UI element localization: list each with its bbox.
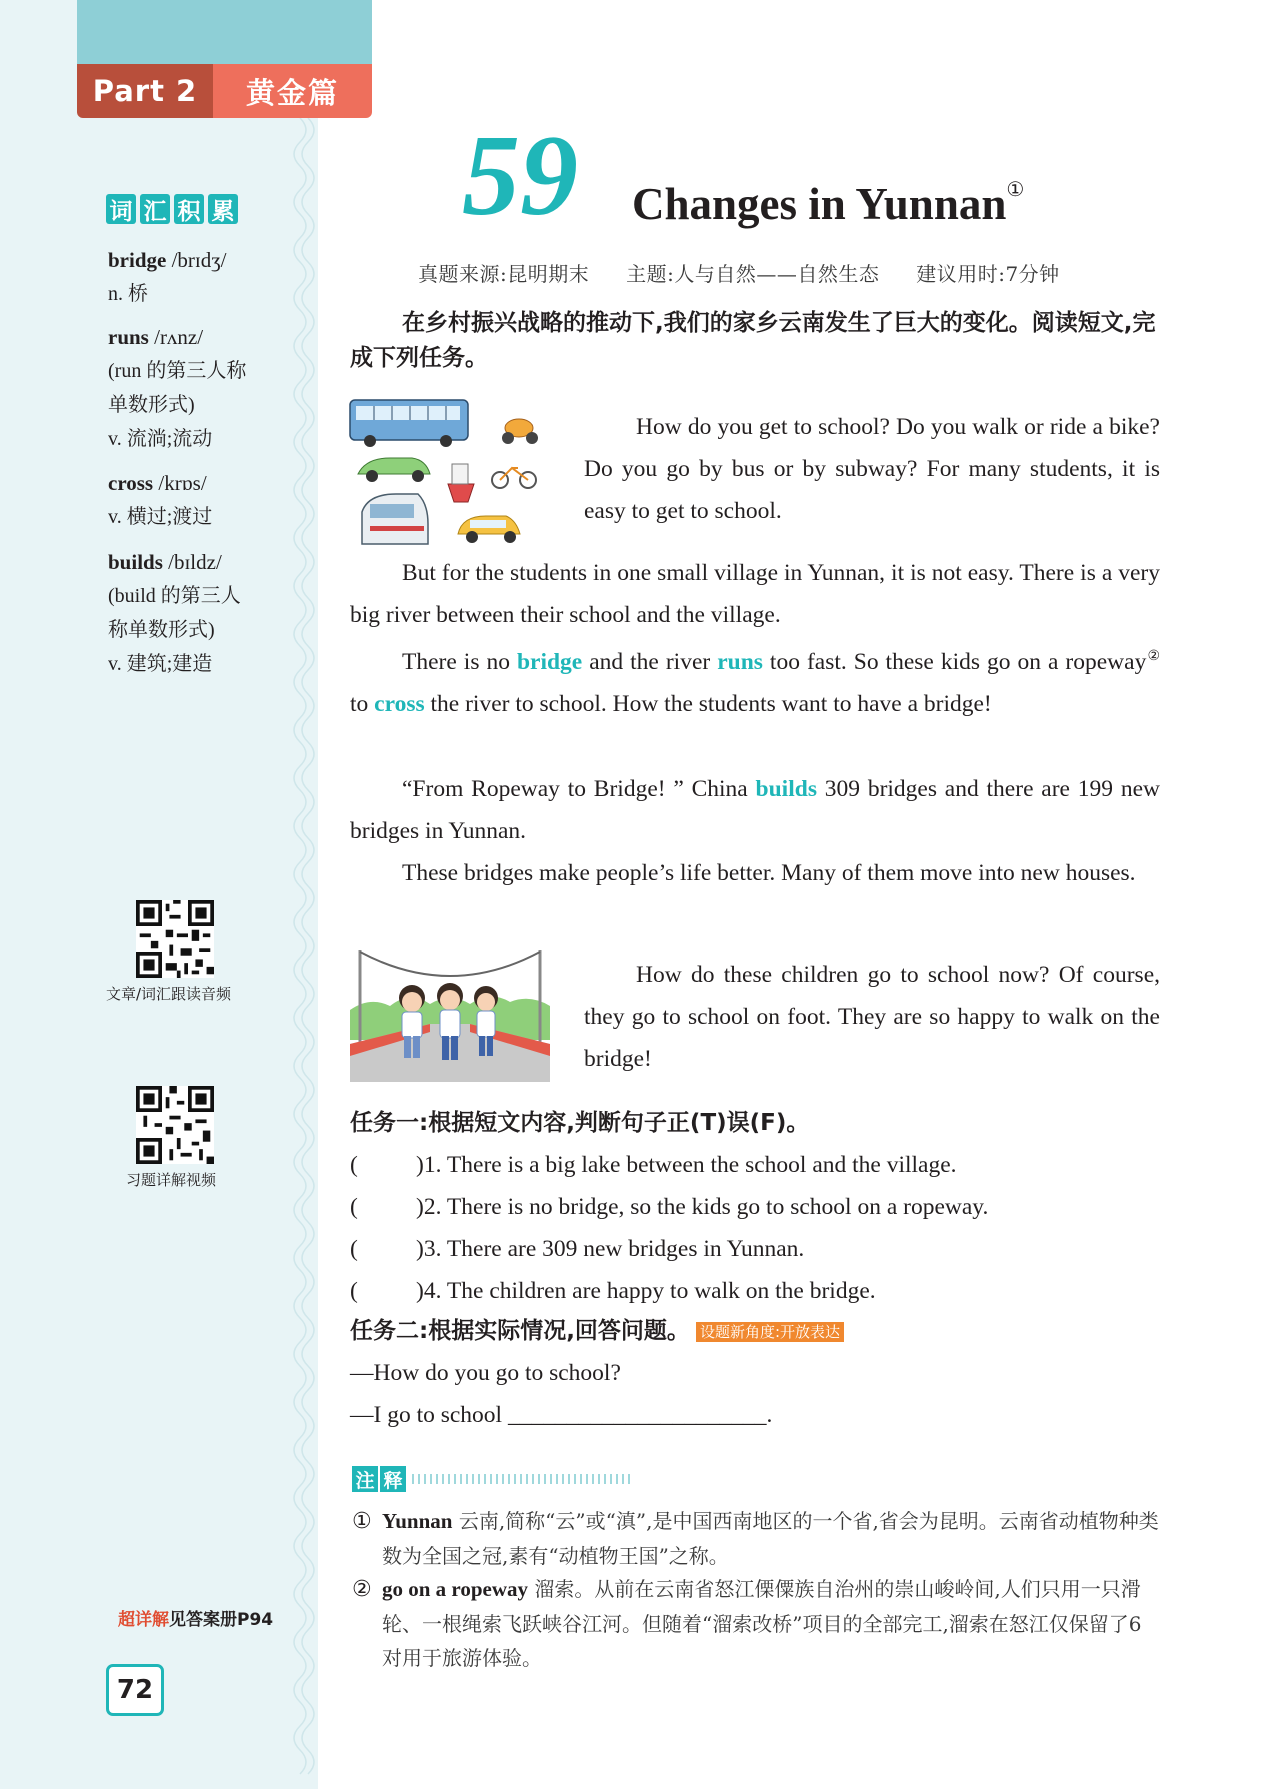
part-name: 黄金篇 (213, 64, 372, 118)
notes-heading-char: 注 (352, 1466, 378, 1492)
vocab-entry-bridge (108, 243, 308, 311)
note-1 (352, 1504, 1160, 1573)
passage-text: There is no (402, 648, 517, 675)
vocab-heading (106, 194, 238, 224)
page-number: 72 (106, 1664, 164, 1716)
task1-question-2 (350, 1190, 988, 1224)
passage-paragraph-3 (350, 636, 1160, 725)
vocab-ipa: /bɪldz/ (162, 550, 222, 574)
vocab-word: cross (108, 471, 154, 495)
paren-close: ) (416, 1278, 424, 1304)
answer-blank[interactable] (350, 1190, 416, 1224)
passage-text: and the river (582, 648, 718, 675)
passage-paragraph-2: But for the students in one small village in Yunnan, it is not easy. There is a very big river between their school and the village. (350, 560, 1160, 628)
vocab-meaning: (build 的第三人 (108, 585, 241, 607)
question-text: 2. There is no bridge, so the kids go to school on a ropeway. (423, 1194, 989, 1220)
notes-heading-char: 释 (380, 1466, 406, 1492)
passage-paragraph-6: How do these children go to school now? Of course, they go to school on foot. They are so happy to walk on the bridge! (584, 962, 1160, 1072)
ropeway-footnote-marker: ② (1146, 649, 1160, 664)
vocab-heading-char: 累 (208, 194, 238, 224)
qr-caption-audio: 文章/词汇跟读音频 (106, 985, 232, 1003)
vocab-word: bridge (108, 248, 167, 272)
paren-open: ( (350, 1278, 358, 1304)
passage-paragraph-1: How do you get to school? Do you walk or ride a bike? Do you go by bus or by subway? For many students, it is easy to get to school. (584, 414, 1160, 524)
meta-time: 建议用时:7分钟 (916, 262, 1060, 286)
note-term: go on a ropeway (382, 1577, 529, 1601)
vocab-entry-builds (108, 545, 308, 681)
vocab-meaning: 单数形式) (108, 394, 195, 416)
question-text: 4. The children are happy to walk on the bridge. (423, 1278, 876, 1304)
passage-text: the river to school. How the students want to have a bridge! (424, 690, 992, 717)
task2-question: —How do you go to school? (350, 1360, 621, 1386)
lesson-intro: 在乡村振兴战略的推动下,我们的家乡云南发生了巨大的变化。阅读短文,完成下列任务。 (350, 310, 1156, 371)
passage-paragraph-5: These bridges make people’s life better. Many of them move into new houses. (402, 860, 1136, 886)
vocab-word: builds (108, 550, 163, 574)
lesson-meta (418, 258, 1090, 287)
lesson-number: 59 (462, 112, 578, 240)
paren-open: ( (350, 1152, 358, 1178)
note-number: ① (352, 1509, 372, 1534)
bridge-children-illustration (350, 940, 550, 1082)
keyword-cross: cross (374, 690, 425, 717)
title-footnote-marker: ① (1006, 179, 1025, 201)
meta-theme: 主题:人与自然——自然生态 (626, 262, 880, 286)
vocab-heading-char: 汇 (140, 194, 170, 224)
task1-question-1 (350, 1148, 957, 1182)
passage-text: to (350, 690, 375, 717)
passage-paragraph-4 (350, 768, 1160, 852)
answer-ref-text: 见答案册P94 (169, 1610, 274, 1630)
answer-blank[interactable] (350, 1148, 416, 1182)
qr-code-video[interactable] (136, 1086, 214, 1164)
question-text: 3. There are 309 new bridges in Yunnan. (423, 1236, 805, 1262)
answer-blank[interactable] (350, 1274, 416, 1308)
part-badge (77, 64, 372, 118)
answer-blank[interactable] (350, 1232, 416, 1266)
question-text: 1. There is a big lake between the school and the village. (423, 1152, 957, 1178)
part-tab-top (77, 0, 372, 64)
part-label: Part 2 (77, 64, 213, 118)
vocab-ipa: /brɪdʒ/ (166, 248, 227, 272)
vocab-heading-char: 积 (174, 194, 204, 224)
meta-source: 真题来源:昆明期末 (418, 262, 590, 286)
note-2 (352, 1572, 1160, 1675)
passage-text: “From Ropeway to Bridge! ” China (402, 776, 756, 802)
vocab-entry-cross (108, 466, 308, 534)
task2-title (350, 1314, 844, 1348)
vocab-heading-char: 词 (106, 194, 136, 224)
vocab-meaning: n. 桥 (108, 283, 148, 305)
passage-text: 309 bridges and there are 199 new bridges in Yunnan. (350, 776, 1160, 844)
passage-text: too fast. So these kids go on a ropeway (762, 648, 1147, 675)
keyword-bridge: bridge (516, 648, 583, 675)
paren-close: ) (416, 1236, 424, 1262)
paren-close: ) (416, 1194, 424, 1220)
vocab-word: runs (108, 325, 149, 349)
notes-heading (352, 1466, 634, 1492)
qr-caption-video: 习题详解视频 (126, 1171, 217, 1189)
transport-illustration (348, 394, 544, 550)
answer-ref-highlight: 超详解 (118, 1610, 169, 1630)
vocab-meaning: 称单数形式) (108, 619, 215, 641)
lesson-title-text: Changes in Yunnan (632, 179, 1007, 229)
vocab-meaning: v. 流淌;流动 (108, 428, 213, 450)
vocab-meaning: v. 建筑;建造 (108, 653, 213, 675)
vocab-ipa: /krɒs/ (153, 471, 207, 495)
task2-answer-line[interactable]: —I go to school ______________________. (350, 1402, 773, 1428)
lesson-title (632, 179, 1025, 229)
paren-close: ) (416, 1152, 424, 1178)
vocab-entry-runs (108, 320, 308, 456)
notes-divider (412, 1474, 634, 1484)
task2-title-text: 任务二:根据实际情况,回答问题。 (350, 1318, 690, 1344)
vocab-meaning: (run 的第三人称 (108, 360, 247, 382)
note-number: ② (352, 1577, 372, 1602)
keyword-runs: runs (717, 648, 763, 675)
note-text: 溜索。从前在云南省怒江傈僳族自治州的崇山峻岭间,人们只用一只滑轮、一根绳索飞跃峡谷江河。但随着“溜索改桥”项目的全部完工,溜索在怒江仅保留了6对用于旅游体验。 (382, 1577, 1142, 1670)
qr-code-audio[interactable] (136, 900, 214, 978)
vocab-ipa: /rʌnz/ (148, 325, 204, 349)
new-angle-tag: 设题新角度:开放表达 (696, 1322, 844, 1342)
task1-question-3 (350, 1232, 804, 1266)
answer-reference (118, 1605, 273, 1630)
keyword-builds: builds (755, 776, 817, 802)
task1-question-4 (350, 1274, 876, 1308)
paren-open: ( (350, 1236, 358, 1262)
paren-open: ( (350, 1194, 358, 1220)
note-term: Yunnan (382, 1509, 453, 1533)
note-text: 云南,简称“云”或“滇”,是中国西南地区的一个省,省会为昆明。云南省动植物种类数为全国之冠,素有“动植物王国”之称。 (382, 1509, 1159, 1568)
vocab-meaning: v. 横过;渡过 (108, 506, 213, 528)
task1-title: 任务一:根据短文内容,判断句子正(T)误(F)。 (350, 1110, 810, 1136)
